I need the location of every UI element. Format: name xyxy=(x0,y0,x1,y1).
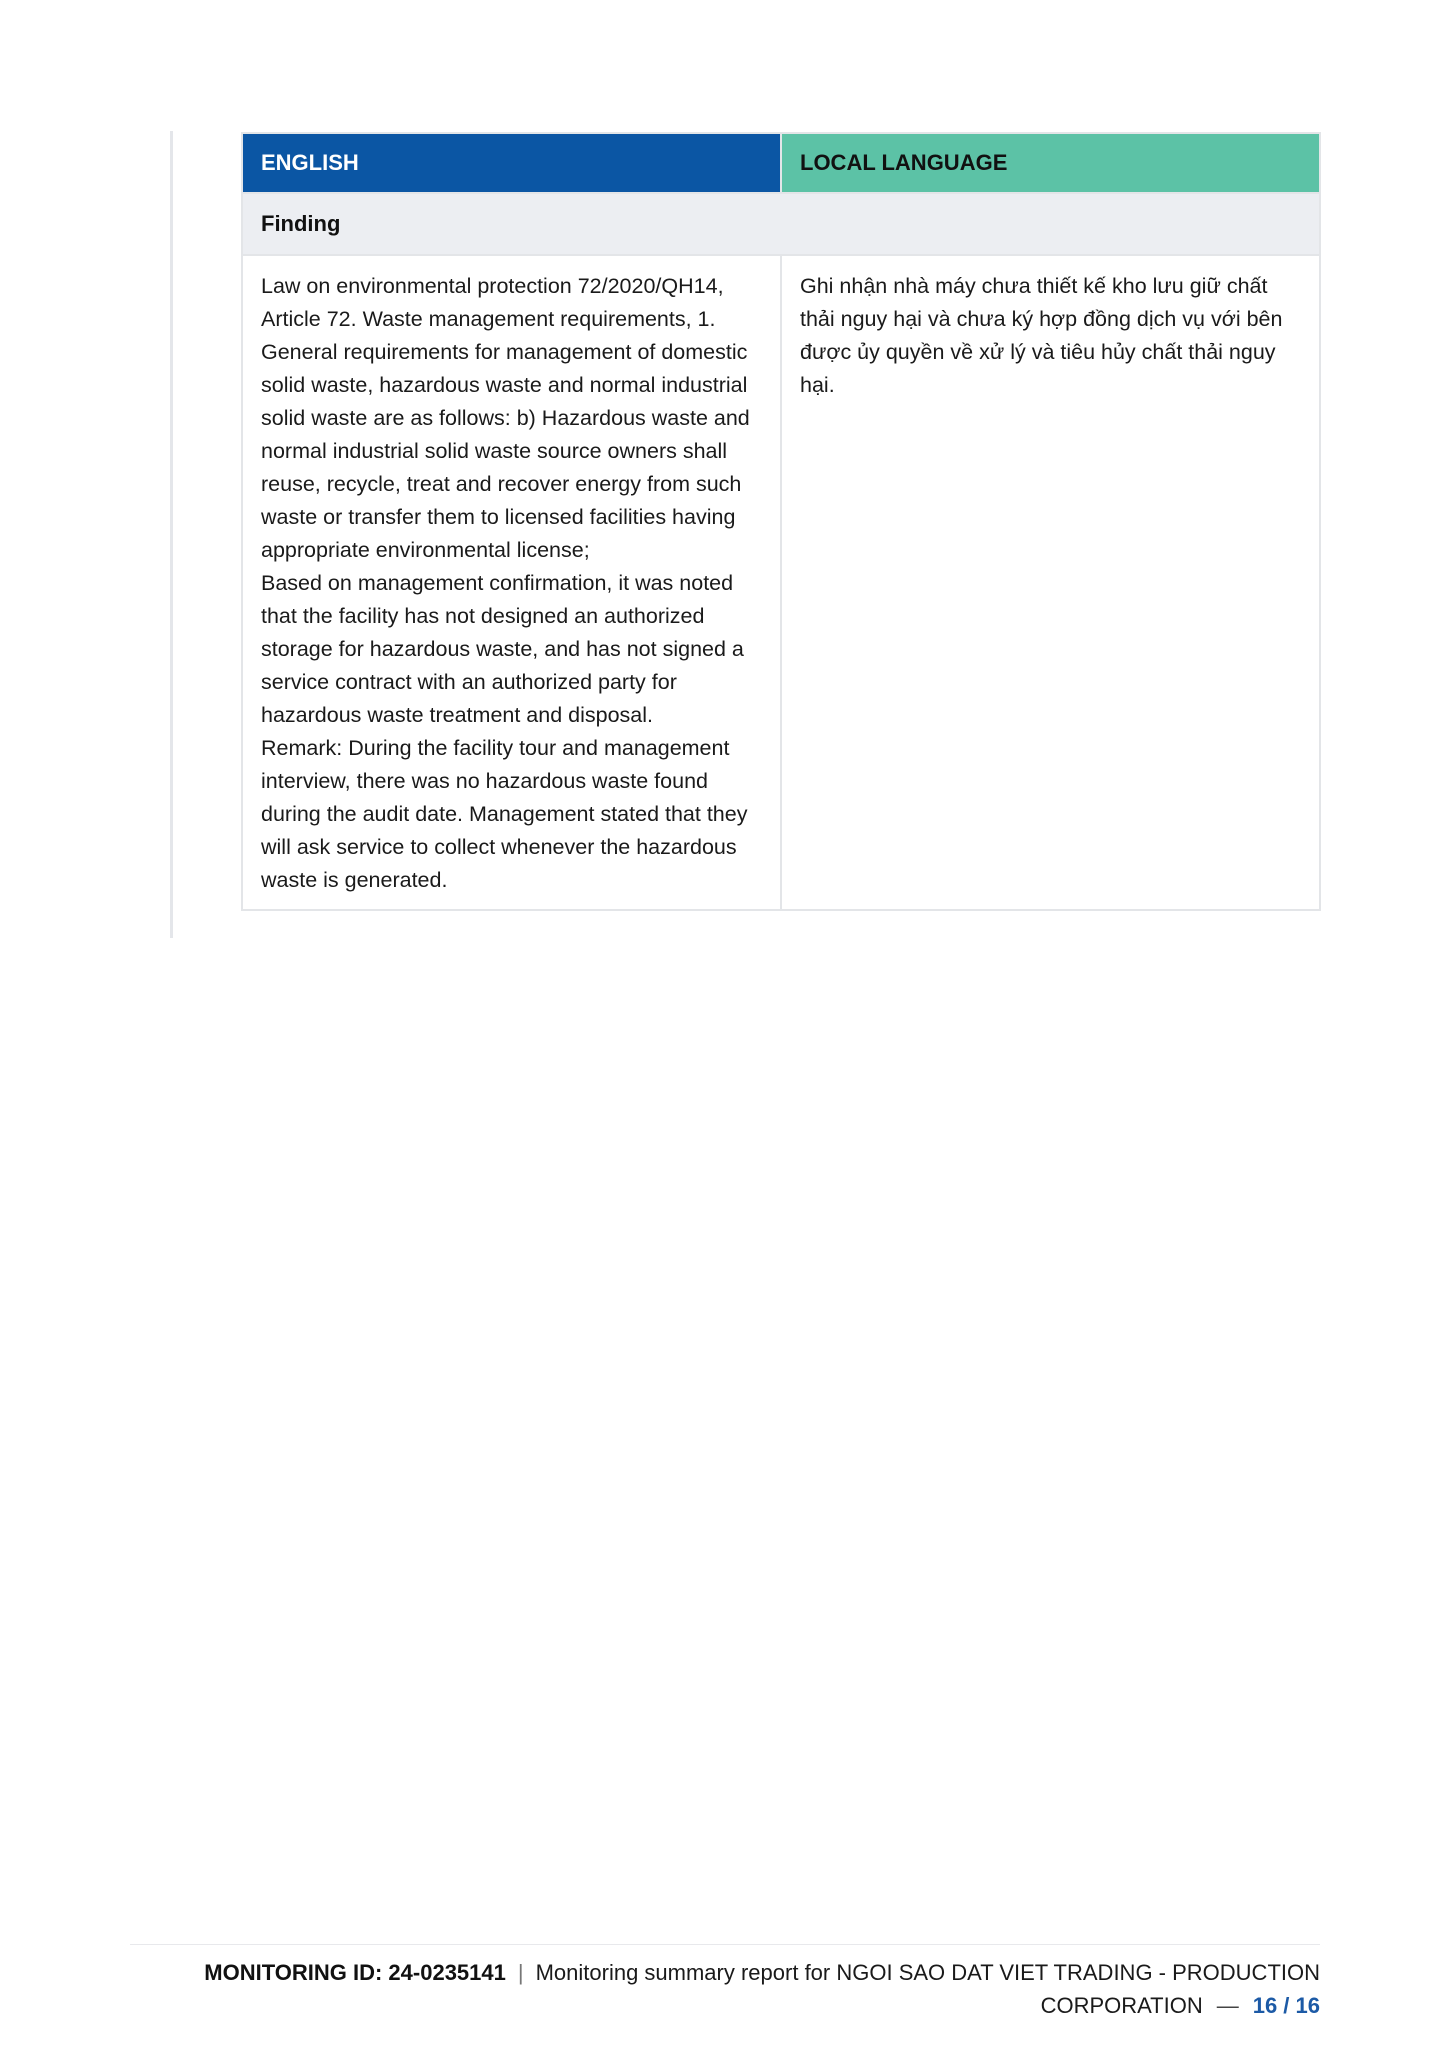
monitoring-id: MONITORING ID: 24-0235141 xyxy=(204,1960,506,1985)
footer-dash: — xyxy=(1216,1993,1239,2018)
english-finding-paragraph: Based on management confirmation, it was noted that the facility has not designed an authorized storage for hazardous waste, and has not signed a service contract with an authorized party for hazardous waste treatment and disposal. xyxy=(261,571,744,727)
english-finding-paragraph: Law on environmental protection 72/2020/QH14, Article 72. Waste management requirements, 1. General requirements for management of domestic solid waste, hazardous waste and normal industrial solid waste are as follows: b) Hazardous waste and normal industrial solid waste source owners shall reuse, recycle, treat and recover energy from such waste or transfer them to licensed facilities having appropriate environmental license; xyxy=(261,274,750,562)
local-finding-paragraph: Ghi nhận nhà máy chưa thiết kế kho lưu giữ chất thải nguy hại và chưa ký hợp đồng dịch vụ với bên được ủy quyền về xử lý và tiêu hủy chất thải nguy hại. xyxy=(800,274,1283,397)
report-title: Monitoring summary report for NGOI SAO DAT VIET TRADING - PRODUCTION CORPORATION xyxy=(535,1960,1320,2018)
section-row xyxy=(242,193,1320,255)
table-row xyxy=(242,255,1320,910)
english-finding-paragraph: Remark: During the facility tour and management interview, there was no hazardous waste found during the audit date. Management stated that they will ask service to collect whenever the hazardous waste is generated. xyxy=(261,736,748,892)
footer-separator: | xyxy=(517,1960,524,1985)
local-language-column-header: LOCAL LANGUAGE xyxy=(781,133,1320,193)
english-finding-cell xyxy=(242,255,781,910)
finding-table xyxy=(241,132,1321,911)
table-header-row xyxy=(242,133,1320,193)
english-column-header: ENGLISH xyxy=(242,133,781,193)
footer-divider xyxy=(130,1944,1320,1945)
left-margin-rule xyxy=(170,131,173,938)
local-finding-cell xyxy=(781,255,1320,910)
page-number: 16 / 16 xyxy=(1252,1993,1320,2018)
finding-section-label: Finding xyxy=(242,193,1320,255)
page-footer xyxy=(160,1956,1320,2022)
